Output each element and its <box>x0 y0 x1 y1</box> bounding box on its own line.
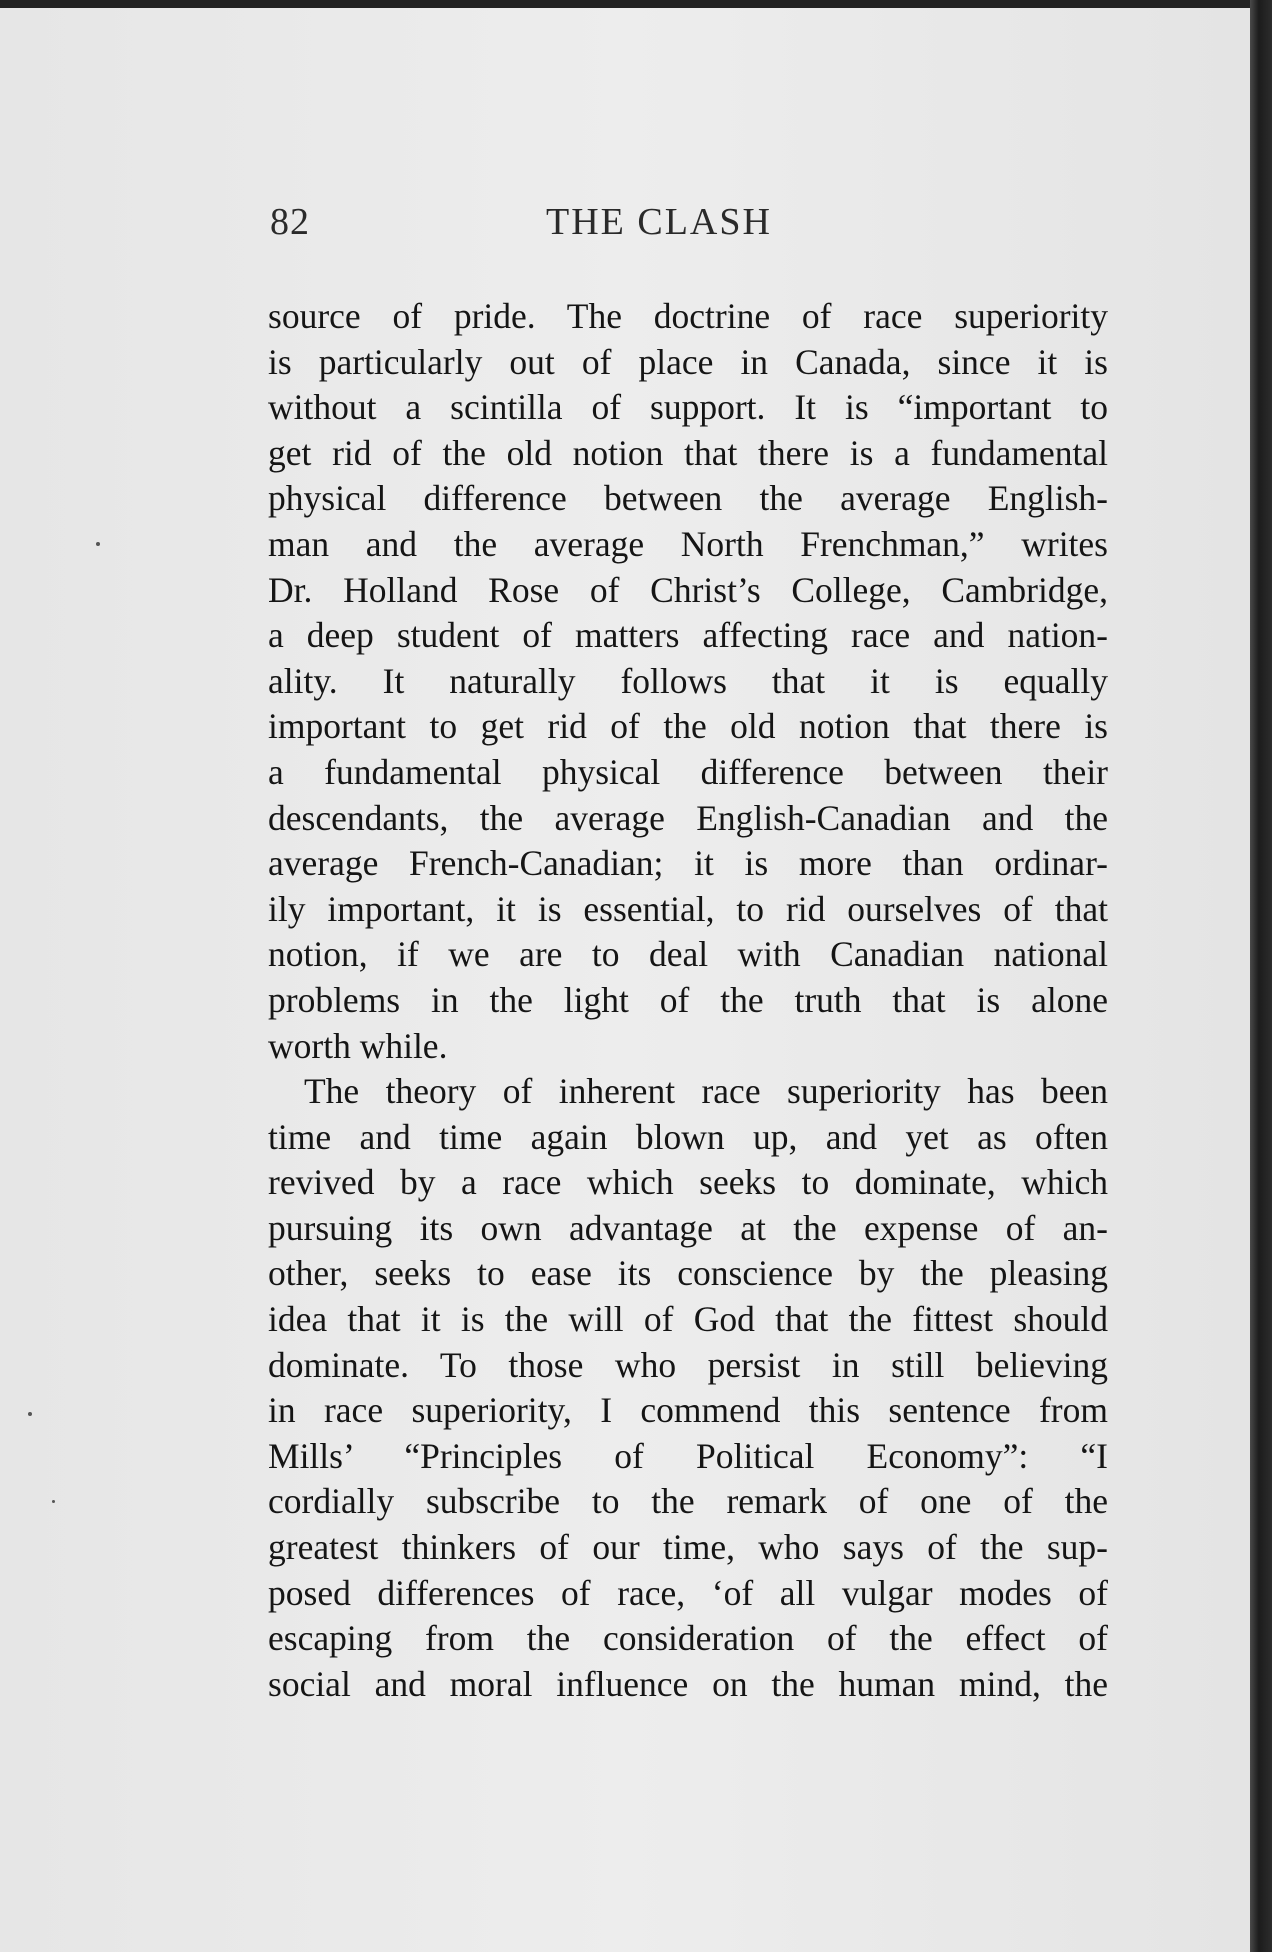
text-line: idea that it is the will of God that the fittest should <box>268 1299 1108 1340</box>
running-head <box>270 200 1110 250</box>
scan-top-edge <box>0 0 1272 8</box>
text-line: get rid of the old notion that there is a fundamental <box>268 432 1108 473</box>
scan-speck <box>28 1412 32 1416</box>
text-line: ily important, it is essential, to rid ourselves of that <box>268 888 1108 929</box>
text-line: is particularly out of place in Canada, since it is <box>268 341 1108 382</box>
text-line: revived by a race which seeks to dominate, which <box>268 1162 1108 1203</box>
text-line: source of pride. The doctrine of race superiority <box>268 296 1108 336</box>
text-line: Mills’ “Principles of Political Economy”: “I <box>268 1435 1108 1476</box>
paragraph-last-line: worth while. <box>268 1025 448 1066</box>
body-text <box>268 294 1108 1707</box>
text-line: in race superiority, I commend this sentence from <box>268 1390 1108 1431</box>
text-line: escaping from the consideration of the effect of <box>268 1618 1108 1659</box>
scan-speck <box>52 1500 55 1503</box>
text-line: dominate. To those who persist in still believing <box>268 1344 1108 1385</box>
page-number: 82 <box>270 201 310 243</box>
scan-speck <box>96 542 100 546</box>
paragraph-first-line: The theory of inherent race superiority has been <box>304 1071 1108 1112</box>
text-line: descendants, the average English-Canadian and the <box>268 797 1108 838</box>
text-line: average French-Canadian; it is more than ordinar- <box>268 843 1108 884</box>
text-line: posed differences of race, ‘of all vulgar modes of <box>268 1572 1108 1613</box>
text-line: without a scintilla of support. It is “important to <box>268 387 1108 428</box>
text-line: Dr. Holland Rose of Christ’s College, Cambridge, <box>268 569 1108 610</box>
text-line: a deep student of matters affecting race and nation- <box>268 615 1108 656</box>
text-line: physical difference between the average English- <box>268 478 1108 519</box>
text-line: cordially subscribe to the remark of one of the <box>268 1481 1108 1522</box>
book-page <box>0 8 1250 1952</box>
text-line: greatest thinkers of our time, who says of the sup- <box>268 1527 1108 1568</box>
running-title: THE CLASH <box>546 201 772 243</box>
text-line: a fundamental physical difference between their <box>268 751 1108 792</box>
text-line: problems in the light of the truth that is alone <box>268 979 1108 1020</box>
text-line: other, seeks to ease its conscience by the pleasing <box>268 1253 1108 1294</box>
scan-right-edge <box>1250 0 1272 1952</box>
text-line: pursuing its own advantage at the expense of an- <box>268 1207 1108 1248</box>
text-line: social and moral influence on the human mind, the <box>268 1663 1108 1704</box>
text-line: ality. It naturally follows that it is equally <box>268 660 1108 701</box>
text-line: man and the average North Frenchman,” writes <box>268 523 1108 564</box>
text-line: time and time again blown up, and yet as often <box>268 1116 1108 1157</box>
text-line: important to get rid of the old notion that there is <box>268 706 1108 747</box>
text-line: notion, if we are to deal with Canadian national <box>268 934 1108 975</box>
